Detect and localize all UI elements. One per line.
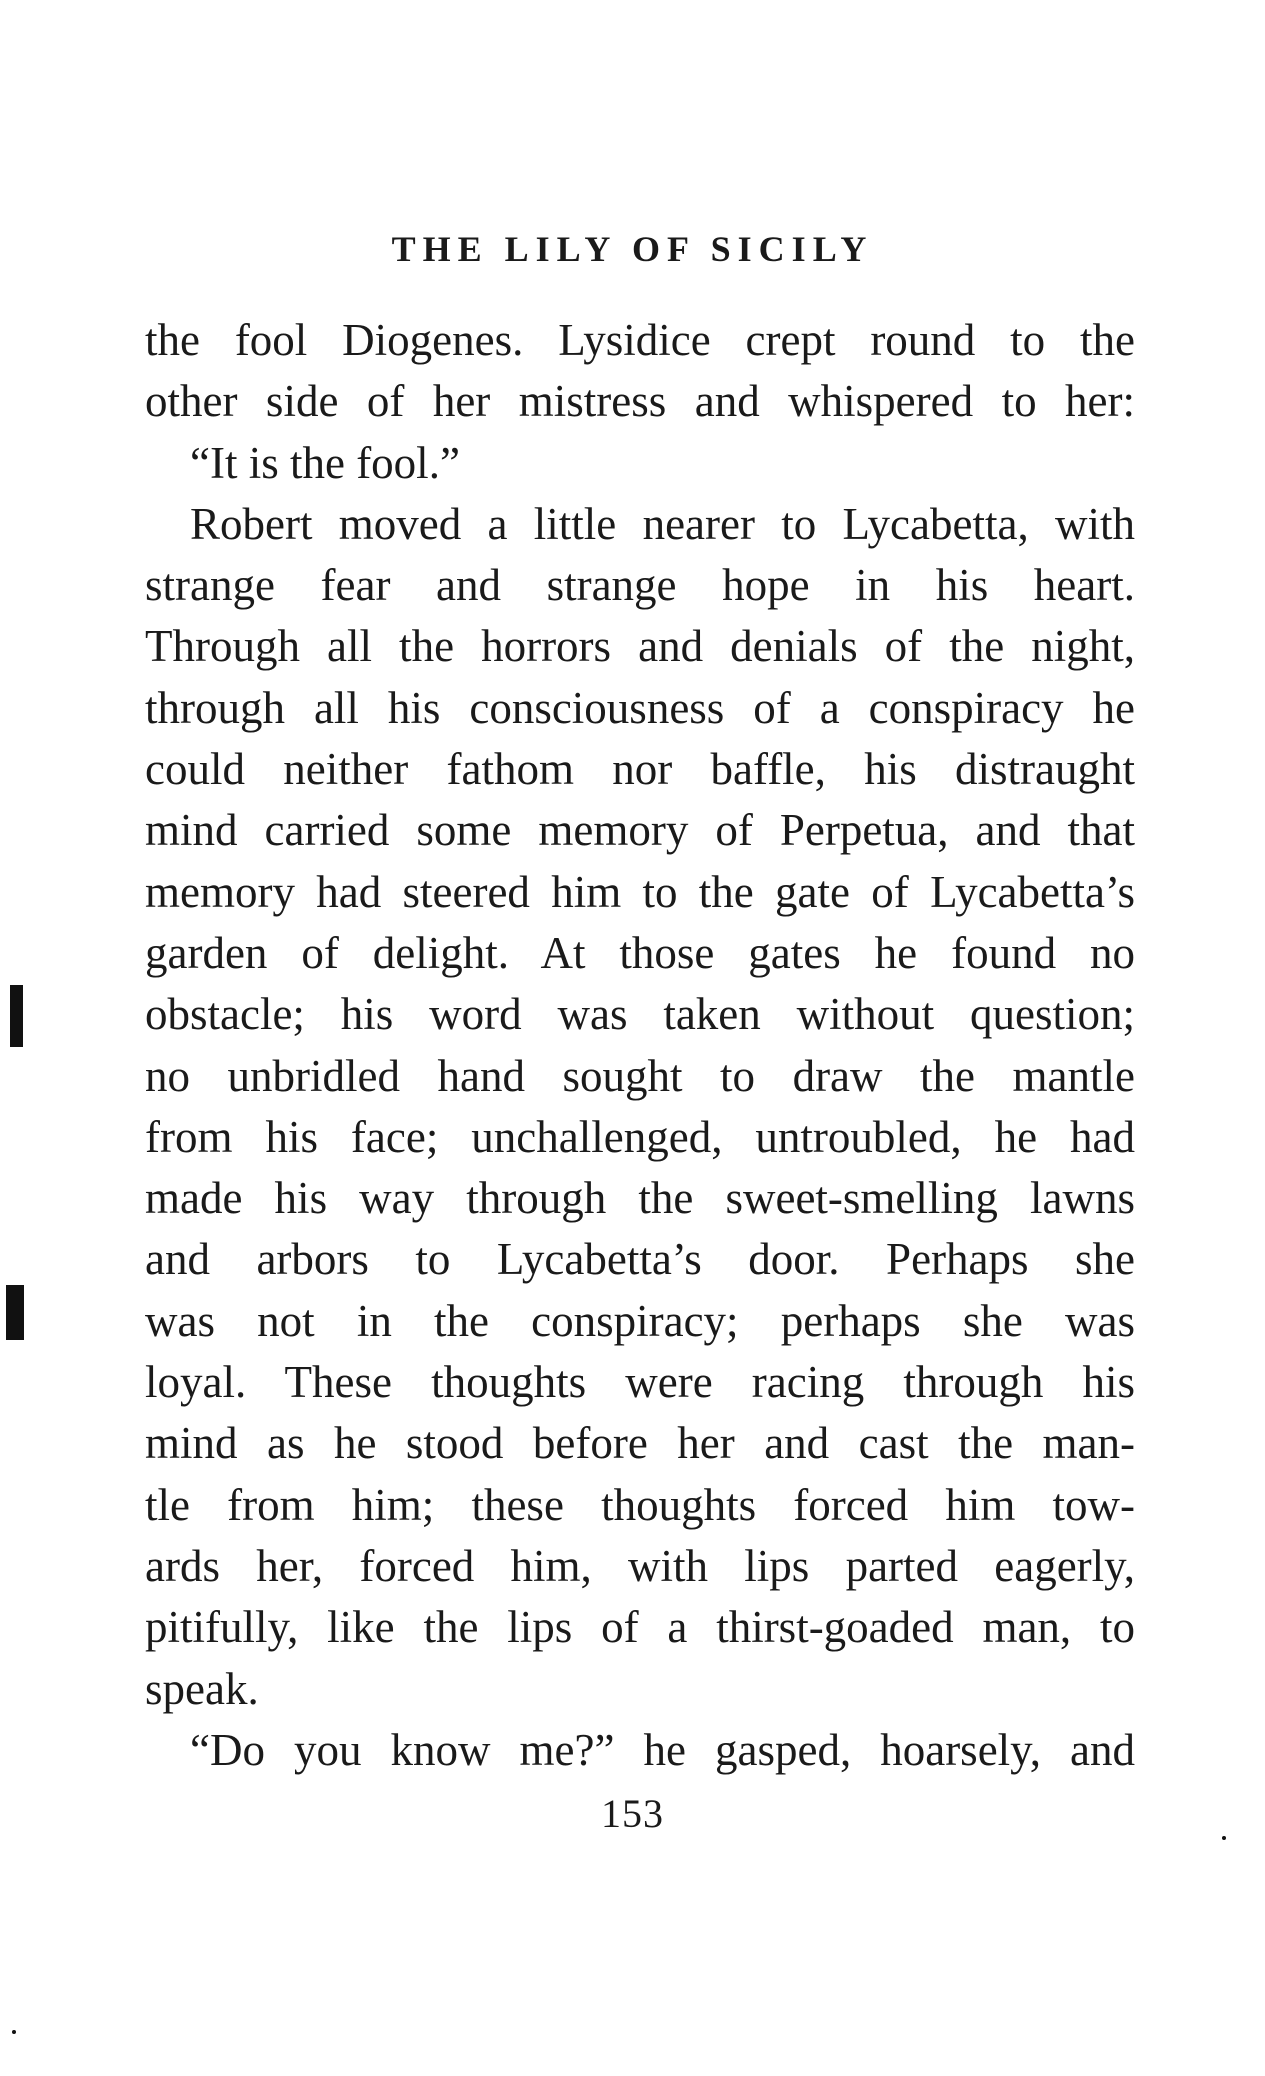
text-line: Through all the horrors and denials of the night, bbox=[145, 621, 1135, 672]
text-line: speak. bbox=[145, 1663, 259, 1714]
text-line: other side of her mistress and whispered to her: bbox=[145, 376, 1135, 427]
text-line: through all his consciousness of a conspiracy he bbox=[145, 682, 1135, 733]
text-line: the fool Diogenes. Lysidice crept round to the bbox=[145, 315, 1135, 365]
text-line: memory had steered him to the gate of Lycabetta’s bbox=[145, 866, 1135, 917]
text-line: from his face; unchallenged, untroubled, he had bbox=[145, 1111, 1135, 1162]
text-line: “Do you know me?” he gasped, hoarsely, and bbox=[190, 1724, 1135, 1775]
text-line: mind carried some memory of Perpetua, and that bbox=[145, 805, 1135, 856]
scan-dot bbox=[1222, 1836, 1226, 1840]
text-line: no unbridled hand sought to draw the mantle bbox=[145, 1050, 1135, 1101]
text-line: Robert moved a little nearer to Lycabetta, with bbox=[190, 498, 1135, 549]
scan-mark bbox=[6, 1285, 24, 1340]
text-line: mind as he stood before her and cast the man- bbox=[145, 1418, 1135, 1469]
text-line: could neither fathom nor baffle, his distraught bbox=[145, 744, 1135, 795]
page-number: 153 bbox=[601, 1791, 664, 1836]
text-line: strange fear and strange hope in his heart. bbox=[145, 560, 1135, 611]
text-line: obstacle; his word was taken without question; bbox=[145, 989, 1135, 1040]
text-line: pitifully, like the lips of a thirst-goaded man, to bbox=[145, 1602, 1135, 1653]
running-head: THE LILY OF SICILY bbox=[391, 229, 874, 269]
text-line: and arbors to Lycabetta’s door. Perhaps she bbox=[145, 1234, 1135, 1285]
text-line: was not in the conspiracy; perhaps she was bbox=[145, 1295, 1135, 1346]
scan-dot bbox=[12, 2030, 16, 2034]
text-line: “It is the fool.” bbox=[190, 437, 460, 488]
text-line: garden of delight. At those gates he found no bbox=[145, 927, 1135, 978]
body-text bbox=[145, 310, 1135, 1781]
text-line: made his way through the sweet-smelling lawns bbox=[145, 1173, 1135, 1224]
text-line: tle from him; these thoughts forced him tow- bbox=[145, 1479, 1135, 1530]
scan-mark bbox=[10, 985, 23, 1047]
text-line: ards her, forced him, with lips parted eagerly, bbox=[145, 1540, 1135, 1591]
text-line: loyal. These thoughts were racing through his bbox=[145, 1357, 1135, 1408]
